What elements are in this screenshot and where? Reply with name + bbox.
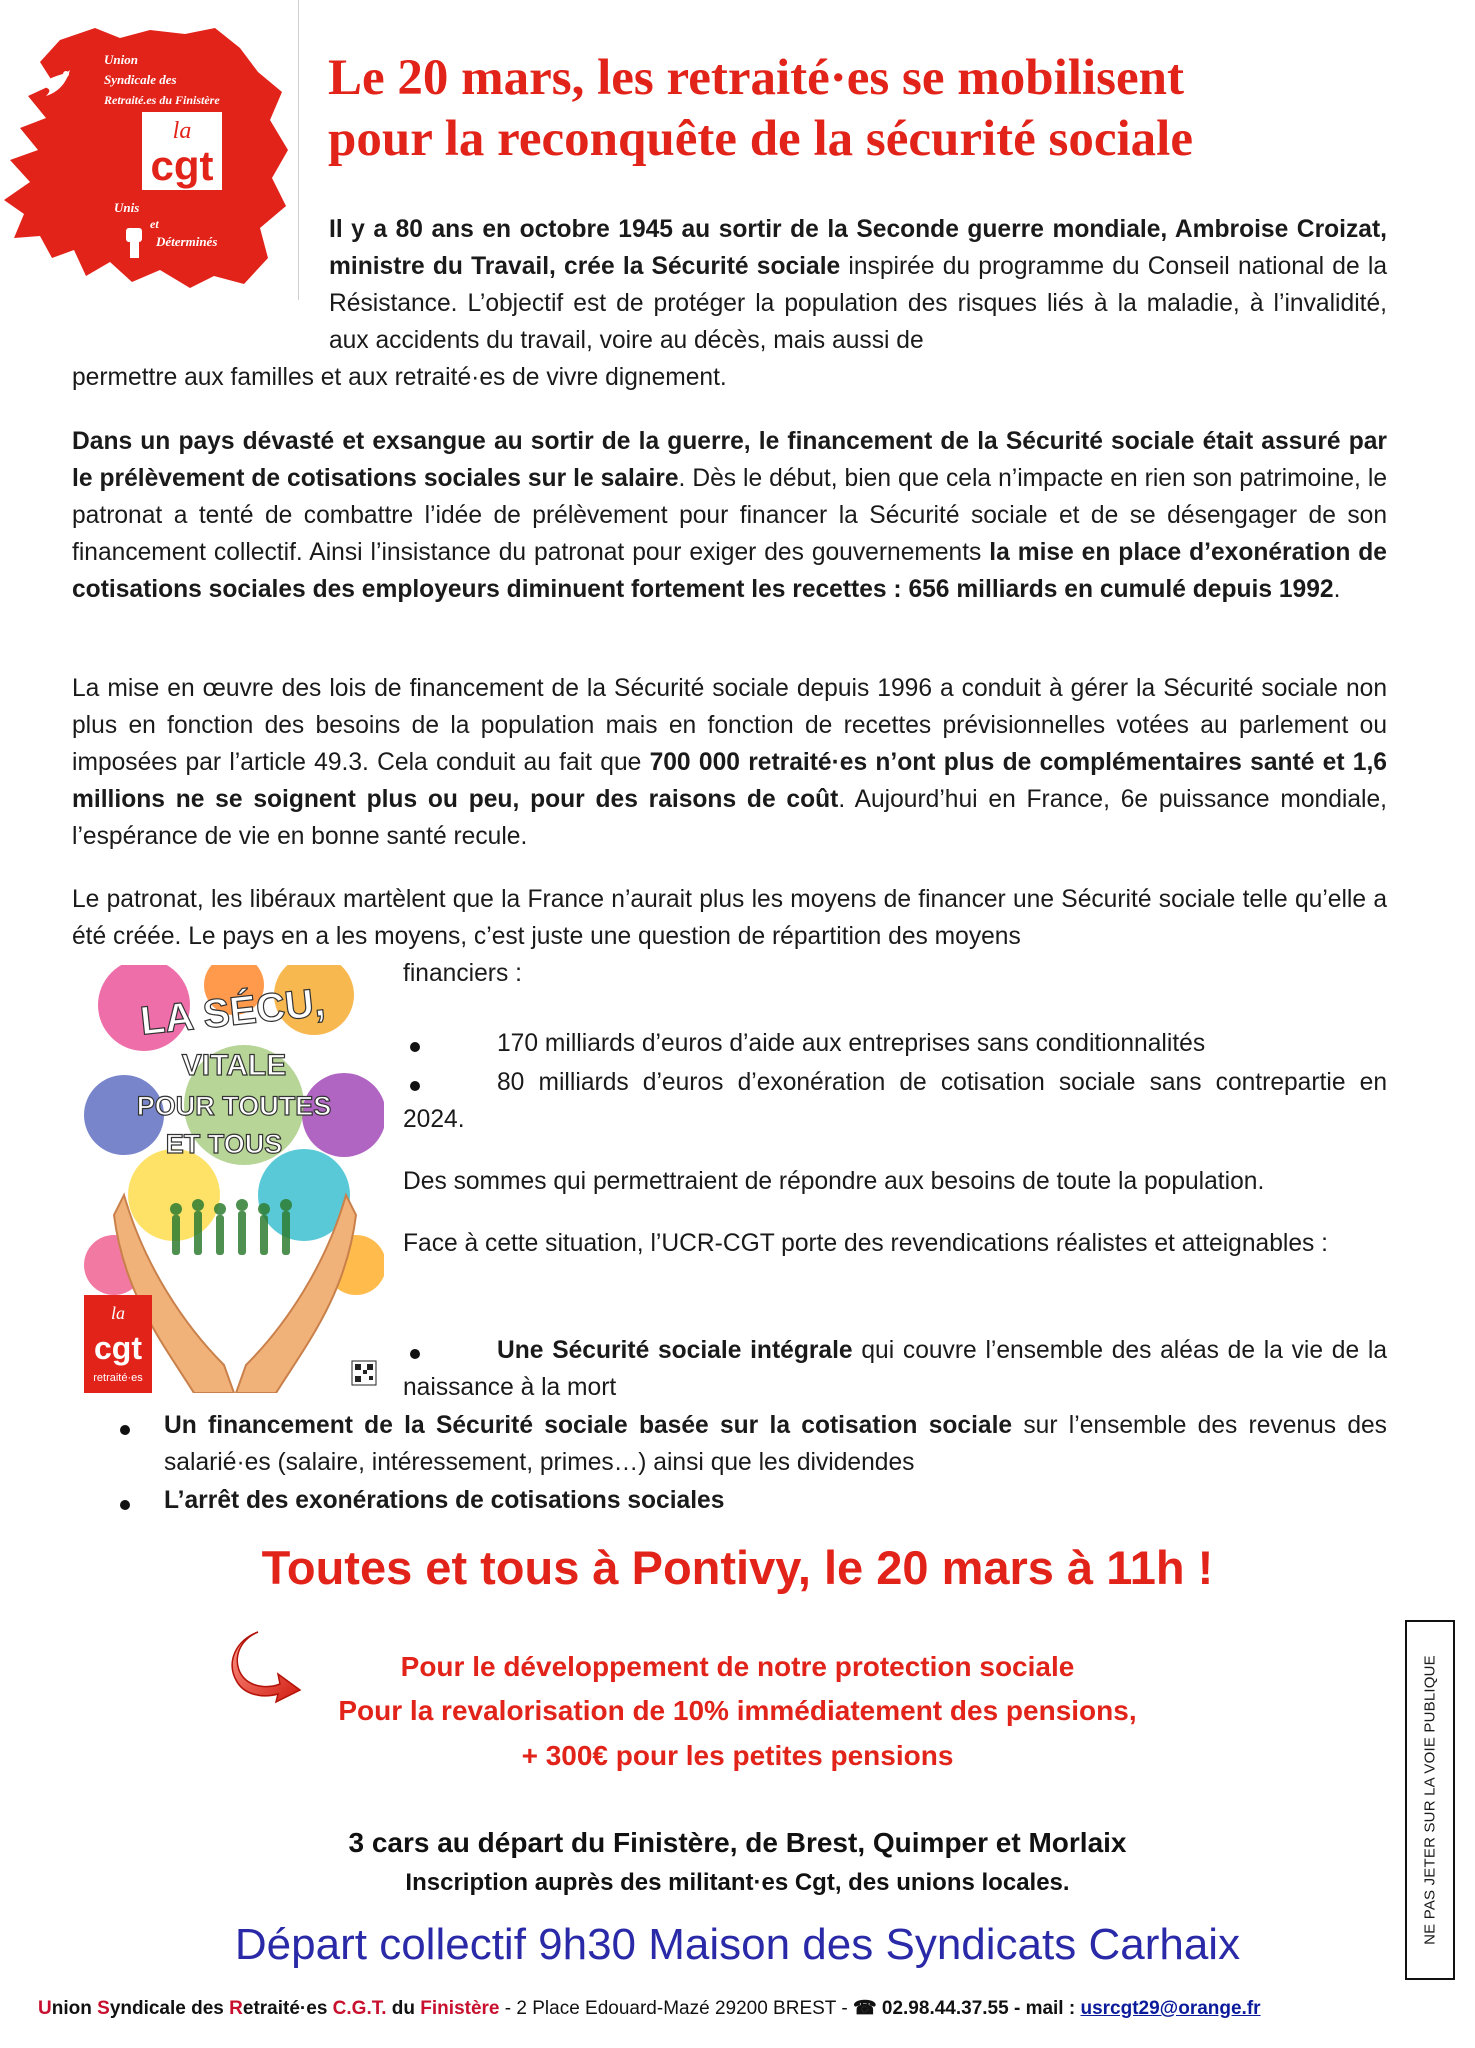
paragraph-1-tail: permettre aux familles et aux retraité·es de vivre dignement. <box>72 364 727 391</box>
list-item-rest: qui couvre l’ensemble des aléas de la vie de la naissance à la mort <box>403 1337 1388 1401</box>
footer-initial: R <box>229 1998 243 2019</box>
call-headline: Toutes et tous à Pontivy, le 20 mars à 11h ! <box>261 1541 1214 1594</box>
side-notice-box <box>1405 1620 1455 1980</box>
footer-text: yndicale des <box>109 1998 230 2019</box>
secu-poster-image <box>84 965 384 1393</box>
footer-phone: ☎ 02.98.44.37.55 <box>852 1998 1009 2019</box>
list-item: 80 milliards d’euros d’exonération de cotisation sociale sans contrepartie en 2024. <box>403 1069 1387 1133</box>
paragraph-3 <box>72 670 1387 855</box>
side-notice-text: NE PAS JETER SUR LA VOIE PUBLIQUE <box>1421 1655 1439 1945</box>
inscription-info: Inscription auprès des militant·es Cgt, des unions locales. <box>405 1869 1070 1896</box>
list-item-rest: sur l’ensemble des revenus des salarié·es (salaire, intéressement, primes…) ainsi que les dividendes <box>164 1412 1387 1476</box>
paragraph-4: Le patronat, les libéraux martèlent que la France n’aurait plus les moyens de financer une Sécurité sociale telle qu’elle a été créée. Le pays en a les moyens, c’est juste une question de répartition des moyens <box>72 886 1387 950</box>
footer-text: etraité·es <box>242 1998 333 2019</box>
list-item <box>164 1407 1387 1481</box>
departure-info: Départ collectif 9h30 Maison des Syndicats Carhaix <box>234 1920 1241 1969</box>
paragraph-3-end: . Aujourd’hui en France, 6e puissance mondiale, l’espérance de vie en bonne santé recule. <box>72 786 1387 850</box>
secu-poster-art <box>84 965 384 1393</box>
paragraph-3-start: La mise en œuvre des lois de financement de la Sécurité sociale depuis 1996 a conduit à gérer la Sécurité sociale non plus en fonction des besoins de la population mais en fonction de recettes prévisionnelles votées au parlement ou imposées par l’article 49.3. Cela conduit au fait que <box>72 675 1387 776</box>
title-line-1: Le 20 mars, les retraité·es se mobilisent <box>328 50 1184 106</box>
bullet-dot <box>120 1500 130 1510</box>
bullet-dot <box>120 1425 130 1435</box>
list-item <box>403 1332 1387 1406</box>
logo-line-determines: Déterminés <box>156 234 218 249</box>
usr-cgt-logo <box>0 0 300 300</box>
footer-initial: U <box>38 1998 52 2019</box>
footer-text: du <box>386 1998 421 2019</box>
paragraph-2-bold-2: la mise en place d’exonération de cotisations sociales des employeurs diminuent fortement les recettes : 656 milliards en cumulé depuis 1992 <box>72 539 1387 603</box>
logo-line-syndicale: Syndicale des <box>104 72 177 87</box>
poster-brand-top: la <box>110 1303 126 1323</box>
list-item <box>164 1482 1387 1519</box>
logo-brand-top: la <box>172 118 192 144</box>
qr-code-icon <box>352 1361 376 1385</box>
call-line-1: Pour le développement de notre protection sociale <box>400 1651 1075 1682</box>
footer-mail-label: - mail : <box>1008 1998 1081 2019</box>
footer-address: - 2 Place Edouard-Mazé 29200 BREST - <box>499 1998 853 2019</box>
paragraph-2-bold-1: Dans un pays dévasté et exsangue au sortir de la guerre, le financement de la Sécurité sociale était assuré par le prélèvement de cotisations sociales sur le salaire <box>72 428 1387 492</box>
logo-line-retraites: Retraité.es du Finistère <box>104 93 220 107</box>
call-line-3: + 300€ pour les petites pensions <box>521 1740 954 1771</box>
logo-line-et: et <box>150 217 159 231</box>
logo-line-unis: Unis <box>114 200 140 215</box>
footer-finistere: Finistère <box>420 1998 500 2019</box>
logo-divider <box>298 0 299 300</box>
paragraph-4-tail: financiers : <box>403 960 522 987</box>
poster-line-4: ET TOUS <box>165 1129 283 1159</box>
paragraph-3-bold: 700 000 retraité·es n’ont plus de complémentaires santé et 1,6 millions ne se soignent plus ou peu, pour des raisons de coût <box>72 749 1387 813</box>
paragraph-1 <box>329 211 1387 359</box>
cars-info: 3 cars au départ du Finistère, de Brest, Quimper et Morlaix <box>348 1827 1127 1858</box>
footer-cgt: C.G.T. <box>332 1998 387 2019</box>
list-item-bold: L’arrêt des exonérations de cotisations sociales <box>164 1487 725 1514</box>
call-line-2: Pour la revalorisation de 10% immédiatement des pensions, <box>338 1695 1137 1726</box>
bullet-dot <box>410 1042 420 1052</box>
paragraph-2-mid: . Dès le début, bien que cela n’impacte en rien son patrimoine, le patronat a tenté de combattre l’idée de prélèvement pour financer la Sécurité sociale et de se désengager de son financement collectif. Ainsi l’insistance du patronat pour exiger des gouvernements <box>72 465 1388 566</box>
list-item-bold: Un financement de la Sécurité sociale basée sur la cotisation sociale <box>164 1412 1013 1439</box>
title-line-2: pour la reconquête de la sécurité sociale <box>328 111 1193 167</box>
poster-brand-sub: retraité·es <box>93 1372 143 1384</box>
poster-line-3: POUR TOUTES <box>136 1091 332 1121</box>
poster-line-1: LA SÉCU, <box>138 980 328 1044</box>
footer-initial: S <box>97 1998 110 2019</box>
list-item: 170 milliards d’euros d’aide aux entreprises sans conditionnalités <box>497 1030 1206 1057</box>
footer-email-link[interactable]: usrcgt29@orange.fr <box>1080 1998 1261 2019</box>
paragraph-1-bold: Il y a 80 ans en octobre 1945 au sortir de la Seconde guerre mondiale, Ambroise Croizat, ministre du Travail, crée la Sécurité sociale <box>329 216 1387 280</box>
footer-text: nion <box>51 1998 98 2019</box>
paragraph-2 <box>72 423 1387 608</box>
paragraph-5: Des sommes qui permettraient de répondre aux besoins de toute la population. <box>403 1168 1265 1195</box>
logo-brand: cgt <box>150 142 214 189</box>
poster-brand: cgt <box>94 1330 142 1366</box>
page-title <box>328 48 1448 170</box>
footer <box>38 1996 1458 2022</box>
logo-line-union: Union <box>104 52 138 67</box>
poster-line-2: VITALE <box>181 1049 287 1082</box>
paragraph-2-end: . <box>1333 576 1341 603</box>
list-item-bold: Une Sécurité sociale intégrale <box>497 1337 853 1364</box>
paragraph-1-rest: inspirée du programme du Conseil national de la Résistance. L’objectif est de protéger la population des risques liés à la maladie, à l’invalidité, aux accidents du travail, voire au décès, mais aussi de <box>329 253 1387 354</box>
paragraph-6: Face à cette situation, l’UCR-CGT porte des revendications réalistes et atteignables : <box>403 1230 1328 1257</box>
finistere-map-logo <box>0 0 300 300</box>
